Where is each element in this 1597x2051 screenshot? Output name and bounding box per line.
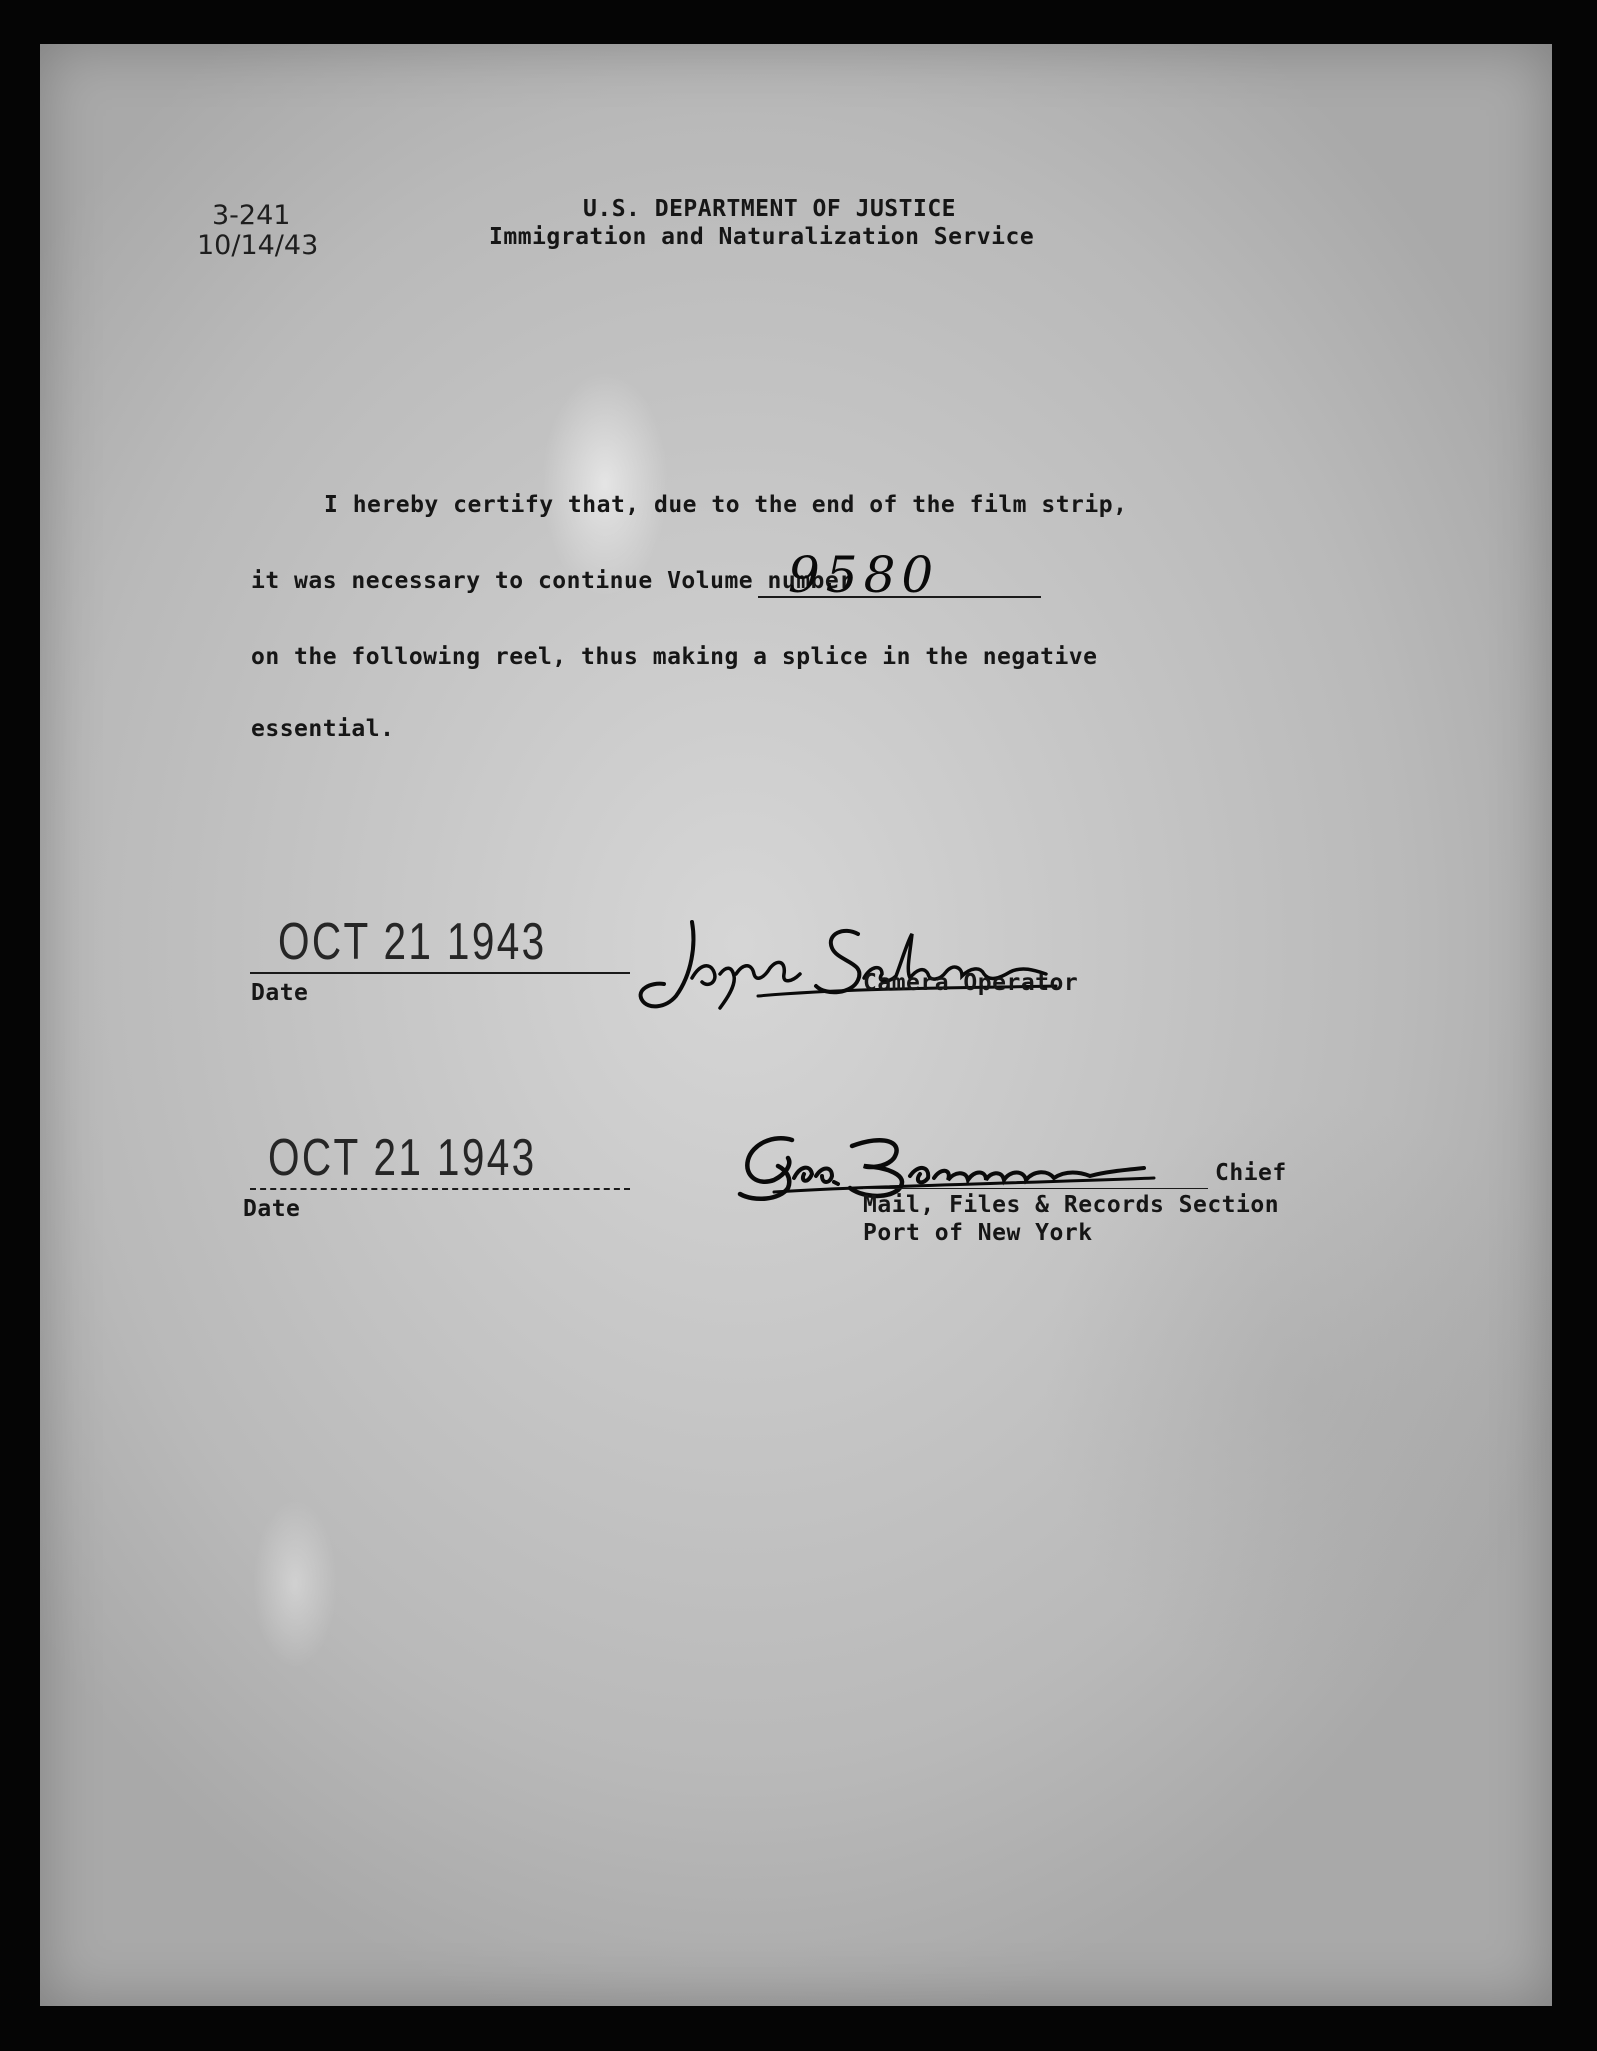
chief-title: Chief [1215, 1160, 1287, 1186]
chief-date-line [250, 1188, 630, 1190]
chief-section-line-2: Port of New York [863, 1220, 1093, 1246]
operator-date-label: Date [251, 980, 309, 1006]
volume-number-line [758, 596, 1041, 598]
operator-date-stamp: OCT 21 1943 [278, 913, 547, 971]
agency-title: U.S. DEPARTMENT OF JUSTICE [583, 196, 957, 222]
certification-line-4: essential. [251, 716, 395, 742]
certification-line-2: it was necessary to continue Volume number [251, 568, 854, 594]
operator-title: Camera Operator [863, 970, 1079, 996]
document-page [40, 44, 1552, 2006]
operator-date-line [250, 972, 630, 974]
chief-section-line-1: Mail, Files & Records Section [863, 1192, 1280, 1218]
form-date: 10/14/43 [197, 230, 319, 261]
operator-signature [630, 904, 1070, 1014]
certification-line-1: I hereby certify that, due to the end of the film strip, [324, 492, 1128, 518]
chief-date-label: Date [243, 1196, 301, 1222]
chief-signature-line [863, 1188, 1208, 1189]
form-number: 3-241 [212, 200, 291, 231]
certification-line-3: on the following reel, thus making a splice in the negative [251, 644, 1098, 670]
service-title: Immigration and Naturalization Service [489, 224, 1035, 250]
volume-number: 9580 [788, 546, 940, 604]
chief-date-stamp: OCT 21 1943 [268, 1129, 537, 1187]
